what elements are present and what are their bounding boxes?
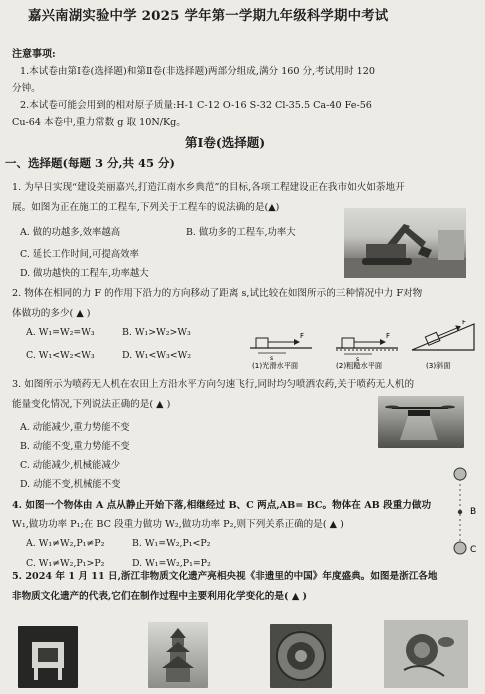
- q2-option-c: C. W₁<W₂<W₃: [26, 350, 95, 361]
- q1-option-b: B. 做功多的工程车,功率大: [186, 227, 296, 238]
- q3-option-d: D. 动能不变,机械能不变: [20, 479, 121, 490]
- drone-photo: [378, 396, 464, 448]
- point-c-label: C: [470, 545, 477, 555]
- q3-option-a: A. 动能减少,重力势能不变: [20, 422, 130, 433]
- q5-line-2: 非物质文化遗产的代表,它们在制作过程中主要利用化学变化的是( ▲ ): [12, 591, 308, 602]
- pagoda-illustration: [148, 622, 208, 688]
- q3-option-c: C. 动能减少,机械能减少: [20, 460, 121, 471]
- fig2-distance-label: s: [356, 356, 360, 363]
- notice-line-3: Cu-64 本卷中,重力常数 g 取 10N/Kg。: [12, 117, 186, 128]
- fig1-caption: (1)光滑水平面: [252, 361, 299, 370]
- fig1-distance-label: s: [270, 355, 274, 362]
- notice-heading: 注意事项:: [12, 49, 56, 60]
- fig3-caption: (3)斜面: [426, 361, 451, 370]
- q4-option-d: D. W₁=W₂,P₁=P₂: [132, 558, 211, 569]
- q4-option-b: B. W₁=W₂,P₁<P₂: [132, 538, 211, 549]
- section-title: 第Ⅰ卷(选择题): [185, 135, 266, 150]
- q1-option-a: A. 做的功越多,效率越高: [20, 227, 121, 238]
- bronze-vessel-illustration: [18, 626, 78, 688]
- q1-option-c: C. 延长工作时间,可提高效率: [20, 249, 139, 260]
- falling-object-diagram: [452, 464, 484, 560]
- q3-line-1: 3. 如图所示为喷药无人机在农田上方沿水平方向匀速飞行,同时均匀喷洒农药,关于喷药无人机的: [12, 379, 415, 390]
- excavator-illustration: [344, 208, 466, 278]
- q2-option-a: A. W₁=W₂=W₃: [26, 327, 95, 338]
- heritage-photo-carving: [270, 624, 332, 688]
- q1-line-2: 展。如图为正在施工的工程车,下列关于工程车的说法确的是(▲): [12, 202, 280, 213]
- q1-line-1: 1. 为早日实现“建设美丽嘉兴,打造江南水乡典范”的目标,各项工程建设正在我市如火如荼地开: [12, 182, 405, 193]
- q2-option-b: B. W₁>W₂>W₃: [122, 327, 191, 338]
- q4-line-2: W₁,做功功率 P₁;在 BC 段重力做功 W₂,做功功率 P₂,则下列关系正确的是( ▲ ): [12, 519, 344, 530]
- point-b-label: B: [470, 507, 477, 517]
- carving-illustration: [270, 624, 332, 688]
- force-diagrams: [248, 320, 478, 370]
- q2-line-1: 2. 物体在相同的力 F 的作用下沿力的方向移动了距离 s,试比较在如图所示的三种情况中力 F对物: [12, 288, 423, 299]
- q4-option-c: C. W₁≠W₂,P₁>P₂: [26, 558, 105, 569]
- q5-line-1: 5. 2024 年 1 月 11 日,浙江非物质文化遗产亮相央视《非遗里的中国》年度盛典。如图是浙江各地: [12, 571, 438, 582]
- q4-line-1: 4. 如图一个物体由 A 点从静止开始下落,相继经过 B、C 两点,AB= BC。物体在 AB 段重力做功: [12, 500, 432, 511]
- fig3-force-label: F: [462, 320, 467, 326]
- exam-title: 嘉兴南湖实验中学 2025 学年第一学期九年级科学期中考试: [28, 8, 389, 24]
- q3-line-2: 能量变化情况,下列说法正确的是( ▲ ): [12, 399, 171, 410]
- q2-option-d: D. W₁<W₃<W₂: [122, 350, 192, 361]
- fig2-force-label: F: [386, 332, 391, 340]
- notice-line-1: 1.本试卷由第Ⅰ卷(选择题)和第Ⅱ卷(非选择题)两部分组成,满分 160 分,考试用时 120: [20, 66, 375, 77]
- drone-illustration: [378, 396, 464, 448]
- heritage-photo-bronze: [18, 626, 78, 688]
- q4-option-a: A. W₁≠W₂,P₁≠P₂: [26, 538, 105, 549]
- notice-line-1b: 分钟。: [12, 83, 41, 94]
- q1-option-d: D. 做功越快的工程车,功率越大: [20, 268, 149, 279]
- fig1-force-label: F: [300, 332, 305, 340]
- heritage-photo-peony: [384, 620, 468, 688]
- q2-line-2: 体做功的多少( ▲ ): [12, 308, 91, 319]
- part-heading: 一、选择题(每题 3 分,共 45 分): [5, 156, 175, 170]
- excavator-photo: [344, 208, 466, 278]
- q3-option-b: B. 动能不变,重力势能不变: [20, 441, 130, 452]
- fig2-caption: (2)粗糙水平面: [336, 361, 383, 370]
- notice-line-2: 2.本试卷可能会用到的相对原子质量:H-1 C-12 O-16 S-32 Cl-35.5 Ca-40 Fe-56: [20, 100, 372, 111]
- peony-illustration: [384, 620, 468, 688]
- heritage-photo-pagoda: [148, 622, 208, 688]
